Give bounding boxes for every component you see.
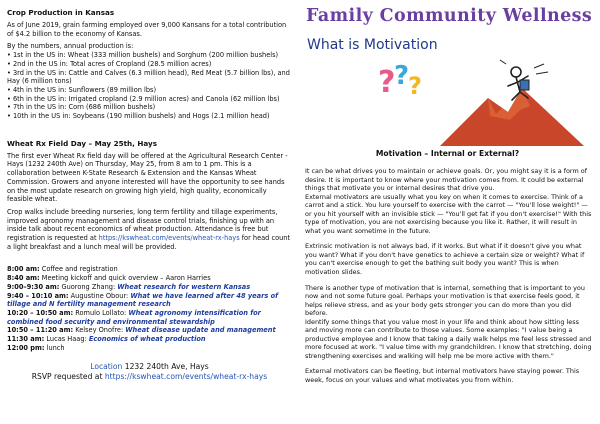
schedule-time: 10:50 – 11:20 am: <box>7 326 74 335</box>
field-day-description: The first ever Wheat Rx field day will be offered at the Agricultural Research Center - Hays (1232 240th Ave) on Thursday, May 25, from 8 am to 1 pm. This is a collaboration between K-State Research & Extension and the Kansas Wheat Commission. Growers and anyone interested will have the opportunity to see hands on the most update research on growing high yield, high quality, economically feasible wheat. <box>7 151 288 204</box>
motivation-paragraph: External motivators are usually what you key on when it comes to exercise. Think of a carrot and a stick. You lure yourself to exercise with the carrot — "You'll lose weight!" — or you hit yourself with an invisible stick — "You'll get fat if you don't exercise!" With this type of motivation, you are not exercising because you like it. Rather, it will result in what you want sometime in the future. <box>305 192 592 235</box>
crop-ranking-item: • 10th in the US in: Soybeans (190 million bushels) and Hogs (2.1 million head) <box>7 112 270 121</box>
schedule-time: 9:40 – 10:10 am: <box>7 291 69 300</box>
left-column <box>7 8 292 382</box>
rsvp-link[interactable]: https://kswheat.com/events/wheat-rx-hays <box>104 371 268 381</box>
schedule-text: Romulo Lollato: <box>73 308 129 317</box>
schedule-item <box>7 344 292 353</box>
question-mark-icon: ? <box>408 72 422 100</box>
schedule-text: lunch <box>44 343 65 352</box>
session-title: Wheat agronomy intensification for combined food security and environmental stewardship <box>7 308 261 326</box>
schedule-text: Lucas Haag: <box>44 335 89 344</box>
schedule-text: Coffee and registration <box>39 265 118 274</box>
crop-ranking-item: • 7th in the US in: Corn (686 million bushels) <box>7 103 156 112</box>
article-title: What is Motivation <box>307 37 438 53</box>
motivation-paragraph: Identify some things that you value most in your life and think about how sitting less and moving more can contribute to those values. Some examples: "I value being a productive employee and I know that taking a daily walk helps me feel less stressed and more focused at work. "I value time with my grandchildren. I know that stretching, doing strengthening exercises and walking will help me be more active with them." <box>305 317 592 360</box>
question-mark-icon: ? <box>378 65 396 100</box>
motivation-paragraph: It can be what drives you to maintain or achieve goals. Or, you might say it is a form of desire. It is important to know where your motivation comes from. It could be external things that motivate you or internal desires that drive you. <box>305 167 587 193</box>
field-day-heading: Wheat Rx Field Day – May 25th, Hays <box>7 138 157 148</box>
crop-intro-text: As of June 2019, grain farming employed over 9,000 Kansans for a total contribution of $4.2 billion to the economy of Kansas. <box>7 21 287 38</box>
schedule-time: 9:00–9:30 am: <box>7 282 60 291</box>
crop-walks-text: Crop walks include breeding nurseries, long term fertility and tillage experiments, improved agronomy management and disease control trials, finishing up with an inside talk about recent economics of wheat production. Attendance is free but registration is requested at <box>7 207 278 243</box>
schedule-time: 8:00 am: <box>7 265 40 274</box>
schedule-time: 11:30 am: <box>7 335 45 344</box>
motivation-heading: Motivation – Internal or External? <box>375 149 520 158</box>
crop-ranking-item: • 6th in the US in: Irrigated cropland (2.9 million acres) and Canola (62 million lbs) <box>7 94 280 103</box>
schedule-item <box>7 274 292 283</box>
crop-ranking-item: • 4th in the US in: Sunflowers (89 million lbs) <box>7 85 157 94</box>
schedule-text: Meeting kickoff and quick overview – Aaron Harries <box>39 274 211 283</box>
schedule-time: 8:40 am: <box>7 274 40 283</box>
newsletter-section-title: Family Community Wellness <box>306 6 593 26</box>
schedule-item <box>7 309 292 326</box>
registration-link[interactable]: https://kswheat.com/events/wheat-rx-hays <box>98 234 240 243</box>
schedule-time: 12:00 pm: <box>7 343 45 352</box>
schedule-time: 10:20 – 10:50 am: <box>7 308 74 317</box>
motivation-paragraph: There is another type of motivation that is internal, something that is important to you now and not some future goal. Perhaps your motivation is that exercise feels good, it helps relieve stress, and as your body gets stronger you can do more than you did before. <box>305 283 585 318</box>
location-value: 1232 240th Ave, Hays <box>122 361 209 371</box>
motivation-illustration <box>370 58 590 148</box>
rsvp-label: RSVP requested at <box>31 371 105 381</box>
crop-walks-paragraph <box>7 208 292 252</box>
schedule-item <box>7 326 292 335</box>
motivation-article-body <box>305 167 592 385</box>
crop-ranking-list <box>7 51 292 121</box>
schedule-item <box>7 265 292 274</box>
schedule-list <box>7 265 292 352</box>
crop-ranking-item: • 2nd in the US in: Total acres of Cropland (28.5 million acres) <box>7 59 212 68</box>
schedule-item <box>7 283 292 292</box>
location-label: Location <box>90 361 123 371</box>
schedule-item <box>7 292 292 309</box>
question-mark-icon: ? <box>394 61 410 91</box>
location-line <box>7 362 292 372</box>
session-title: What we have learned after 48 years of tillage and N fertility management research <box>7 291 278 309</box>
crop-ranking-item: • 1st in the US in: Wheat (333 million bushels) and Sorghum (200 million bushels) <box>7 51 279 60</box>
session-title: Economics of wheat production <box>88 335 206 344</box>
crop-ranking-item: • 3rd in the US in: Cattle and Calves (6.3 million head), Red Meat (5.7 billion lbs), and Hay (6 million tons) <box>7 68 290 86</box>
motion-lines-icon <box>500 60 548 74</box>
rsvp-line <box>7 372 292 382</box>
session-title: Wheat disease update and management <box>125 326 276 335</box>
schedule-text: Guorong Zhang: <box>59 282 118 291</box>
schedule-text: Augustine Obour: <box>68 291 131 300</box>
schedule-item <box>7 335 292 344</box>
session-title: Wheat research for western Kansas <box>117 282 251 291</box>
crop-lead-text: By the numbers, annual production is: <box>7 42 134 51</box>
crop-production-heading: Crop Production in Kansas <box>7 8 115 17</box>
schedule-text: Kelsey Onofre: <box>73 326 126 335</box>
motivation-paragraph: External motivators can be fleeting, but internal motivators have staying power. This week, focus on your values and what motivates you from within. <box>305 367 580 385</box>
motivation-paragraph: Extrinsic motivation is not always bad, if it works. But what if it doesn't give you what you want? What if you don't have genetics to achieve a certain size or weight? What if you can't exercise enough to get the bathing suit body you want? This is when motivation slides. <box>305 242 585 277</box>
crop-walks-text-end: for head count a light breakfast and a lunch meal will be provided. <box>7 234 291 251</box>
